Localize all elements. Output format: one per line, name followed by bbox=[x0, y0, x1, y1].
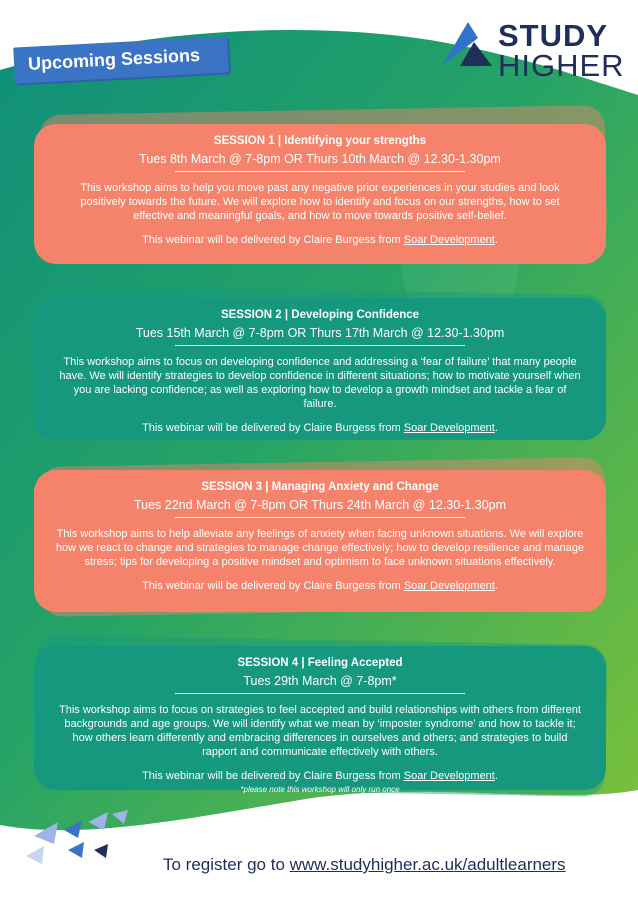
soar-development-link[interactable]: Soar Development bbox=[403, 422, 495, 434]
logo-mark-icon bbox=[438, 16, 496, 68]
logo-word-study: STUDY bbox=[498, 18, 609, 53]
register-line bbox=[163, 855, 566, 875]
session-description: This workshop aims to help alleviate any feelings of anxiety when facing unknown situations. We will explore how we react to change and strategies to manage change effectively; how to develop resilience and manage stress; tips for developing a positive mindset and optimism to face unknown situations effectively. bbox=[55, 528, 585, 568]
delivered-by bbox=[34, 421, 606, 435]
banner-label: Upcoming Sessions bbox=[27, 44, 201, 74]
session-card-1 bbox=[34, 124, 606, 264]
session-title: SESSION 1 | Identifying your strengths bbox=[213, 135, 427, 147]
session-description: This workshop aims to focus on developing confidence and addressing a ‘fear of failure’ that many people have. We will identify strategies to develop confidence in different situations; how to motivate yourself when you are lacking confidence; as well as exploring how to develop a growth mindset and tackle a fear of failure. bbox=[59, 356, 581, 410]
delivered-by-text: This webinar will be delivered by Claire Burgess from bbox=[142, 422, 404, 434]
session-note: *please note this workshop will only run once bbox=[240, 785, 400, 794]
delivered-by bbox=[34, 579, 606, 593]
delivered-by-text: This webinar will be delivered by Claire Burgess from bbox=[142, 580, 404, 592]
delivered-by bbox=[34, 233, 606, 247]
decorative-triangles-icon bbox=[24, 808, 134, 868]
delivered-by-suffix: . bbox=[494, 234, 498, 246]
register-text: To register go to bbox=[163, 855, 290, 874]
logo-word-higher: HIGHER bbox=[498, 48, 625, 83]
divider bbox=[175, 517, 465, 518]
delivered-by-text: This webinar will be delivered by Claire Burgess from bbox=[142, 234, 404, 246]
session-description: This workshop aims to help you move past any negative prior experiences in your studies and look positively towards the future. We will explore how to identify and focus on our strengths, how to set effective and meaningful goals, and how to move towards positive self-belief. bbox=[80, 182, 560, 222]
session-card-2 bbox=[34, 298, 606, 440]
soar-development-link[interactable]: Soar Development bbox=[403, 580, 495, 592]
session-title: SESSION 2 | Developing Confidence bbox=[220, 309, 420, 321]
session-card-3 bbox=[34, 470, 606, 612]
soar-development-link[interactable]: Soar Development bbox=[403, 770, 495, 782]
soar-development-link[interactable]: Soar Development bbox=[403, 234, 495, 246]
divider bbox=[175, 693, 465, 694]
session-dates: Tues 29th March @ 7-8pm* bbox=[243, 674, 397, 688]
session-card-4 bbox=[34, 646, 606, 794]
register-link[interactable]: www.studyhigher.ac.uk/adultlearners bbox=[289, 855, 566, 874]
divider bbox=[175, 171, 465, 172]
divider bbox=[175, 345, 465, 346]
delivered-by-text: This webinar will be delivered by Claire Burgess from bbox=[142, 770, 404, 782]
delivered-by-suffix: . bbox=[494, 770, 498, 782]
session-dates: Tues 8th March @ 7-8pm OR Thurs 10th March @ 12.30-1.30pm bbox=[139, 152, 501, 166]
session-title: SESSION 4 | Feeling Accepted bbox=[237, 657, 403, 669]
delivered-by-suffix: . bbox=[494, 580, 498, 592]
delivered-by-suffix: . bbox=[494, 422, 498, 434]
session-description: This workshop aims to focus on strategies to feel accepted and build relationships with others from different backgrounds and age groups. We will identify what we mean by ‘imposter syndrome’ and how to tackle it; how others learn differently and embracing differences in ourselves and others; and strategies to build rapport and communicate effectively with others. bbox=[59, 704, 581, 758]
session-dates: Tues 22nd March @ 7-8pm OR Thurs 24th March @ 12.30-1.30pm bbox=[133, 498, 507, 512]
session-title: SESSION 3 | Managing Anxiety and Change bbox=[201, 481, 439, 493]
delivered-by bbox=[34, 769, 606, 783]
session-dates: Tues 15th March @ 7-8pm OR Thurs 17th March @ 12.30-1.30pm bbox=[135, 326, 505, 340]
study-higher-logo bbox=[438, 16, 625, 83]
